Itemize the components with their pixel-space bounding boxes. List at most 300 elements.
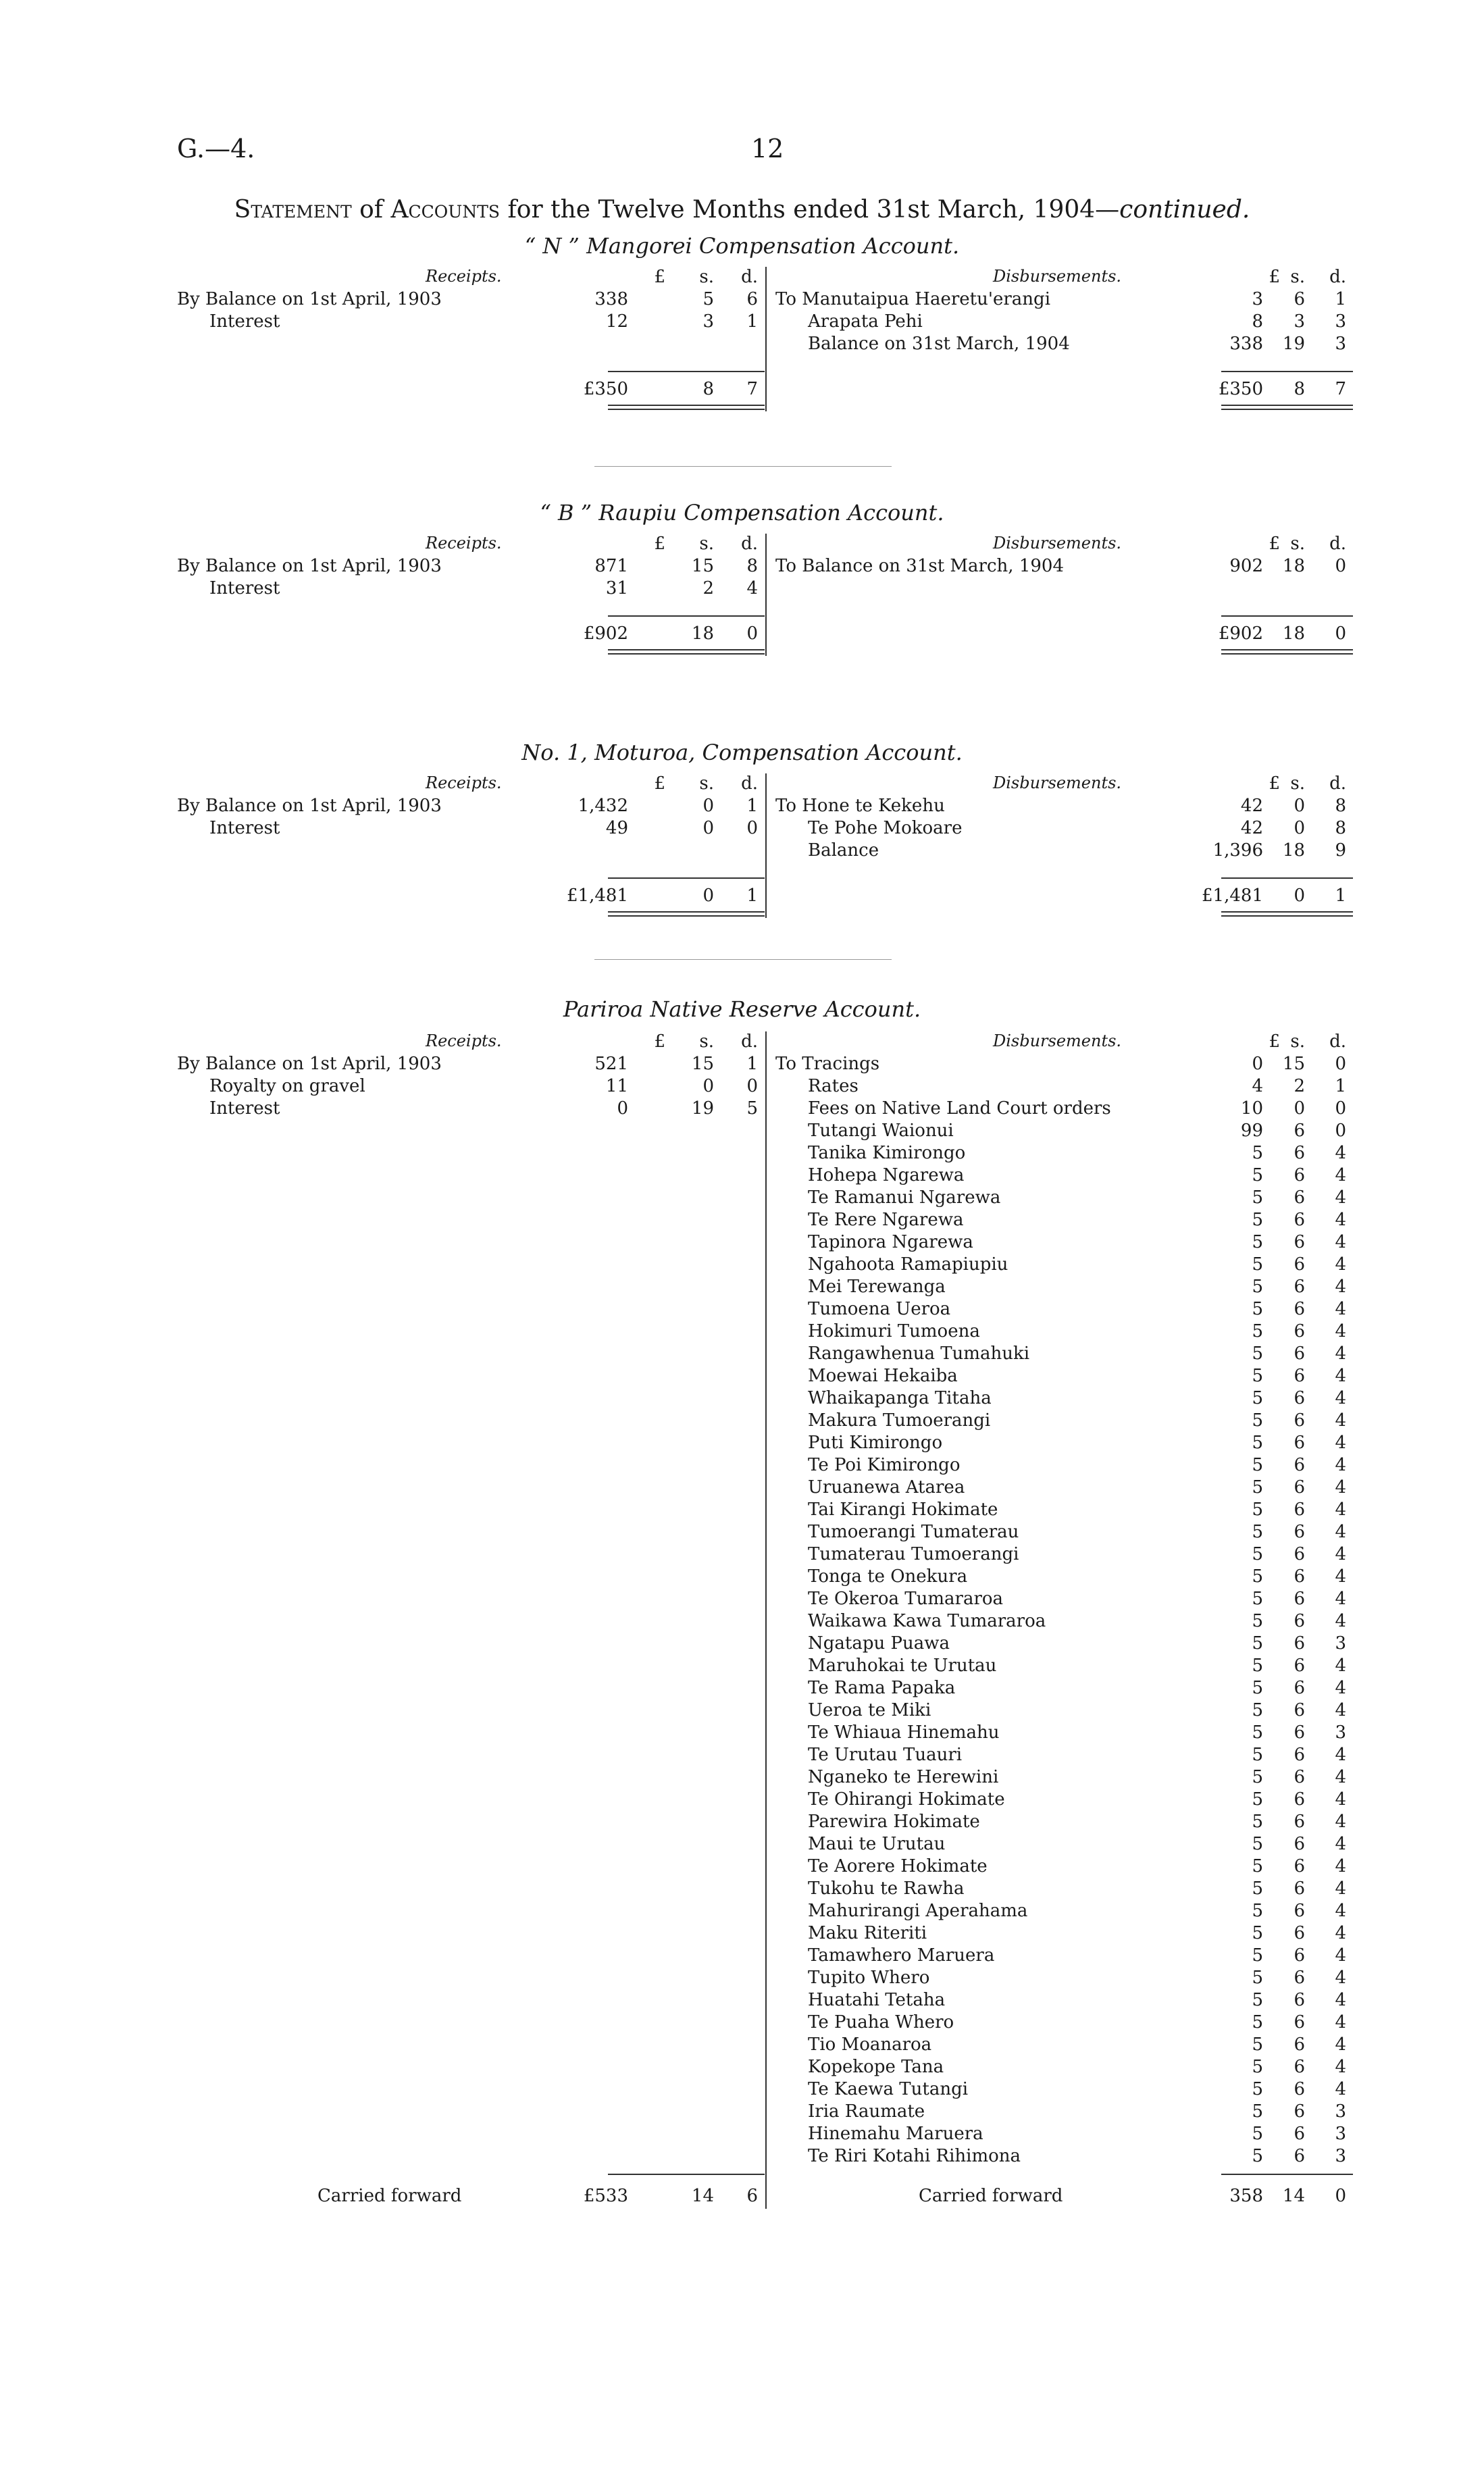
pounds-value: 5 [1252, 1945, 1263, 1966]
title-of: of [351, 196, 391, 224]
disbursement-entry-row [0, 1544, 1484, 1566]
shillings-value: 6 [1294, 1277, 1305, 1297]
shillings-value: 6 [1294, 1165, 1305, 1185]
disbursements-total-shillings: 18 [1282, 623, 1305, 644]
pounds-value: 12 [605, 311, 628, 332]
pounds-value: 5 [1252, 1277, 1263, 1297]
shillings-value: 3 [1294, 311, 1305, 332]
shillings-value: 6 [1294, 1589, 1305, 1609]
disbursement-entry-row [0, 1834, 1484, 1856]
disbursement-entry-row [0, 1566, 1484, 1589]
title-continued: continued. [1119, 196, 1250, 224]
disbursement-entry-label: Tanika Kimirongo [808, 1143, 966, 1163]
disbursement-entry-label: Rangawhenua Tumahuki [808, 1344, 1030, 1364]
disbursement-entry-label: To Hone te Kekehu [775, 796, 945, 816]
pence-value: 4 [1335, 1656, 1346, 1676]
pounds-value: 5 [1252, 2035, 1263, 2055]
disbursement-entry-row [0, 1187, 1484, 1210]
column-headings [0, 267, 1484, 289]
receipt-entry-label: Royalty on gravel [209, 1076, 365, 1096]
pounds-value: 5 [1252, 1143, 1263, 1163]
pence-value: 4 [1335, 1455, 1346, 1475]
disbursement-entry-label: Maku Riteriti [808, 1923, 927, 1943]
disbursement-entry-label: Mei Terewanga [808, 1277, 946, 1297]
total-rule [608, 615, 765, 617]
double-rule [608, 911, 765, 913]
shillings-value: 6 [1294, 1522, 1305, 1542]
pence-value: 4 [1335, 1923, 1346, 1943]
disbursement-entry-label: Te Ramanui Ngarewa [808, 1187, 1001, 1208]
pence-value: 4 [1335, 2079, 1346, 2099]
pounds-value: 5 [1252, 1901, 1263, 1921]
disbursement-entry-label: Waikawa Kawa Tumararoa [808, 1611, 1046, 1631]
pence-value: 4 [1335, 1165, 1346, 1185]
disbursement-entry-label: Tumoerangi Tumaterau [808, 1522, 1019, 1542]
pounds-value: 5 [1252, 1410, 1263, 1431]
pence-heading: d. [741, 773, 758, 794]
receipts-total-pounds: £1,481 [567, 886, 628, 906]
page-number: 12 [751, 134, 784, 163]
disbursement-entry-row [0, 2124, 1484, 2146]
disbursement-entry-label: Te Kaewa Tutangi [808, 2079, 969, 2099]
shillings-value: 6 [1294, 1700, 1305, 1720]
shillings-value: 6 [1294, 2079, 1305, 2099]
pence-heading: d. [1329, 773, 1346, 794]
total-rule [608, 371, 765, 372]
pounds-value: 5 [1252, 1789, 1263, 1810]
disbursement-entry-row [0, 1500, 1484, 1522]
column-divider [765, 1031, 767, 2209]
pence-value: 3 [1335, 2101, 1346, 2122]
pounds-value: 5 [1252, 1611, 1263, 1631]
pounds-value: 5 [1252, 1433, 1263, 1453]
shillings-value: 2 [702, 578, 714, 598]
pounds-value: 5 [1252, 1388, 1263, 1408]
disbursements-forward-pence: 0 [1335, 2186, 1346, 2206]
pounds-value: 5 [1252, 1500, 1263, 1520]
shillings-value: 6 [1294, 1878, 1305, 1899]
title-rest: for the Twelve Months ended 31st March, 1904— [500, 196, 1120, 224]
disbursement-entry-label: Te Urutau Tuauri [808, 1745, 963, 1765]
disbursement-entry-label: Hinemahu Maruera [808, 2124, 983, 2144]
pence-value: 0 [746, 818, 758, 838]
disbursement-entry-label: Maruhokai te Urutau [808, 1656, 997, 1676]
pence-value: 4 [1335, 1589, 1346, 1609]
pounds-value: 5 [1252, 1366, 1263, 1386]
shillings-value: 6 [1294, 1121, 1305, 1141]
shillings-value: 6 [1294, 1990, 1305, 2010]
disbursement-entry-row [0, 1210, 1484, 1232]
disbursement-entry-row [0, 1589, 1484, 1611]
pence-value: 4 [1335, 1856, 1346, 1876]
shillings-value: 0 [1294, 796, 1305, 816]
disbursement-entry-row [0, 1344, 1484, 1366]
disbursements-heading: Disbursements. [993, 1031, 1122, 1050]
disbursement-entry-row [0, 1945, 1484, 1968]
disbursement-entry-label: Te Pohe Mokoare [808, 818, 963, 838]
total-rule [1221, 2174, 1353, 2175]
disbursements-total-pounds: £350 [1218, 379, 1263, 399]
pounds-value: 5 [1252, 1834, 1263, 1854]
receipts-total-pence: 7 [746, 379, 758, 399]
separator-line [594, 959, 892, 960]
receipts-total-shillings: 8 [702, 379, 714, 399]
disbursement-entry-row [0, 796, 1484, 818]
total-rule [608, 2174, 765, 2175]
shillings-value: 6 [1294, 289, 1305, 309]
shillings-value: 6 [1294, 1834, 1305, 1854]
shillings-value: 6 [1294, 1968, 1305, 1988]
disbursement-entry-row [0, 1656, 1484, 1678]
disbursements-total-pence: 7 [1335, 379, 1346, 399]
disbursement-entry-label: Moewai Hekaiba [808, 1366, 958, 1386]
pounds-value: 5 [1252, 1210, 1263, 1230]
pounds-value: 5 [1252, 1344, 1263, 1364]
pounds-value: 42 [1240, 796, 1263, 816]
disbursement-entry-label: Balance [808, 840, 879, 861]
pence-value: 4 [1335, 1410, 1346, 1431]
receipts-heading: Receipts. [426, 1031, 502, 1050]
totals-row [0, 886, 1484, 908]
pence-value: 0 [1335, 1054, 1346, 1074]
shillings-value: 6 [1294, 2012, 1305, 2032]
shillings-value: 6 [1294, 1210, 1305, 1230]
disbursement-entry-row [0, 1856, 1484, 1878]
pounds-value: 5 [1252, 1990, 1263, 2010]
shillings-value: 6 [1294, 1923, 1305, 1943]
disbursement-entry-label: Tumoena Ueroa [808, 1299, 951, 1319]
shillings-value: 6 [1294, 1388, 1305, 1408]
pounds-value: 99 [1240, 1121, 1263, 1141]
pence-value: 4 [1335, 1611, 1346, 1631]
pounds-value: 5 [1252, 1745, 1263, 1765]
disbursement-entry-row [0, 2057, 1484, 2079]
pounds-value: 0 [1252, 1054, 1263, 1074]
disbursement-entry-label: Tai Kirangi Hokimate [808, 1500, 998, 1520]
pence-value: 8 [746, 556, 758, 576]
pence-value: 4 [746, 578, 758, 598]
pence-value: 4 [1335, 1789, 1346, 1810]
shillings-value: 18 [1282, 556, 1305, 576]
disbursement-entry-label: Mahurirangi Aperahama [808, 1901, 1028, 1921]
receipts-forward-shillings: 14 [691, 2186, 714, 2206]
pounds-value: 5 [1252, 1544, 1263, 1564]
disbursement-entry-label: Te Poi Kimirongo [808, 1455, 961, 1475]
pounds-value: 0 [617, 1098, 628, 1119]
double-rule [608, 649, 765, 650]
pounds-value: 8 [1252, 311, 1263, 332]
pence-value: 4 [1335, 1477, 1346, 1498]
pounds-value: 5 [1252, 1254, 1263, 1275]
disbursement-entry-label: Te Ohirangi Hokimate [808, 1789, 1005, 1810]
disbursement-entry-row [0, 1098, 1484, 1121]
disbursement-entry-row [0, 1722, 1484, 1745]
pence-value: 4 [1335, 1388, 1346, 1408]
pence-value: 4 [1335, 2057, 1346, 2077]
pence-value: 1 [746, 1054, 758, 1074]
shillings-value: 6 [1294, 1344, 1305, 1364]
pence-value: 3 [1335, 311, 1346, 332]
disbursement-entry-label: Rates [808, 1076, 859, 1096]
disbursement-entry-label: Tio Moanaroa [808, 2035, 932, 2055]
receipt-entry-label: By Balance on 1st April, 1903 [177, 796, 442, 816]
pounds-value: 5 [1252, 1678, 1263, 1698]
disbursements-total-shillings: 8 [1294, 379, 1305, 399]
pounds-value: 5 [1252, 1856, 1263, 1876]
pence-heading: d. [741, 1031, 758, 1052]
disbursement-entry-label: To Tracings [775, 1054, 880, 1074]
shillings-value: 0 [702, 796, 714, 816]
disbursement-entry-row [0, 1076, 1484, 1098]
shillings-value: 6 [1294, 1789, 1305, 1810]
disbursement-entry-row [0, 1522, 1484, 1544]
disbursements-carried-forward-label: Carried forward [919, 2186, 1063, 2206]
receipts-total-pounds: £350 [583, 379, 628, 399]
disbursement-entry-row [0, 2079, 1484, 2101]
shillings-value: 5 [702, 289, 714, 309]
page-reference: G.—4. [177, 134, 255, 163]
shillings-value: 6 [1294, 1254, 1305, 1275]
pence-value: 1 [1335, 1076, 1346, 1096]
receipt-entry-label: By Balance on 1st April, 1903 [177, 289, 442, 309]
pound-heading: £ [1269, 534, 1280, 554]
account-title: “ N ” Mangorei Compensation Account. [524, 233, 960, 259]
shillings-value: 6 [1294, 1633, 1305, 1654]
shillings-value: 3 [702, 311, 714, 332]
shillings-value: 6 [1294, 1143, 1305, 1163]
disbursement-entry-row [0, 1812, 1484, 1834]
pounds-value: 49 [605, 818, 628, 838]
pound-heading: £ [1269, 267, 1280, 287]
pounds-value: 5 [1252, 1767, 1263, 1787]
disbursement-entry-row [0, 1433, 1484, 1455]
disbursement-entry-label: Iria Raumate [808, 2101, 925, 2122]
pounds-value: 3 [1252, 289, 1263, 309]
disbursement-entry-row [0, 1477, 1484, 1500]
shillings-value: 19 [691, 1098, 714, 1119]
disbursement-entry-label: To Balance on 31st March, 1904 [775, 556, 1064, 576]
pence-value: 4 [1335, 1277, 1346, 1297]
shillings-heading: s. [1290, 534, 1305, 554]
shillings-heading: s. [699, 1031, 714, 1052]
shillings-heading: s. [1290, 267, 1305, 287]
shillings-value: 6 [1294, 1812, 1305, 1832]
title-accounts: Accounts [390, 196, 501, 224]
disbursements-total-pence: 1 [1335, 886, 1346, 906]
disbursement-entry-row [0, 1121, 1484, 1143]
disbursement-entry-label: Tutangi Waionui [808, 1121, 954, 1141]
pence-heading: d. [741, 267, 758, 287]
pence-value: 4 [1335, 1700, 1346, 1720]
shillings-value: 6 [1294, 1433, 1305, 1453]
pence-value: 8 [1335, 818, 1346, 838]
disbursement-entry-row [0, 1054, 1484, 1076]
pence-value: 4 [1335, 1968, 1346, 1988]
receipt-entry-label: Interest [209, 578, 280, 598]
pence-value: 4 [1335, 1210, 1346, 1230]
disbursement-entry-label: Te Rere Ngarewa [808, 1210, 964, 1230]
pence-heading: d. [741, 534, 758, 554]
shillings-heading: s. [1290, 773, 1305, 794]
pounds-value: 5 [1252, 1321, 1263, 1341]
disbursements-total-pounds: £902 [1218, 623, 1263, 644]
disbursement-entry-row [0, 1700, 1484, 1722]
shillings-value: 6 [1294, 1477, 1305, 1498]
disbursement-entry-row [0, 1767, 1484, 1789]
shillings-value: 6 [1294, 1299, 1305, 1319]
disbursement-entry-row [0, 1165, 1484, 1187]
disbursement-entry-row [0, 1388, 1484, 1410]
pounds-value: 5 [1252, 1968, 1263, 1988]
disbursements-total-shillings: 0 [1294, 886, 1305, 906]
disbursements-heading: Disbursements. [993, 773, 1122, 792]
shillings-value: 6 [1294, 1500, 1305, 1520]
pence-value: 1 [1335, 289, 1346, 309]
column-divider [765, 773, 767, 918]
pence-value: 4 [1335, 1566, 1346, 1587]
disbursement-entry-row [0, 1745, 1484, 1767]
pounds-value: 5 [1252, 1165, 1263, 1185]
disbursement-entry-label: Hokimuri Tumoena [808, 1321, 980, 1341]
disbursement-entry-label: Te Aorere Hokimate [808, 1856, 988, 1876]
pounds-value: 11 [605, 1076, 628, 1096]
pence-value: 4 [1335, 1366, 1346, 1386]
pence-value: 4 [1335, 1344, 1346, 1364]
separator-line [594, 466, 892, 467]
pounds-value: 5 [1252, 2124, 1263, 2144]
column-headings [0, 1031, 1484, 1054]
pounds-value: 5 [1252, 1923, 1263, 1943]
disbursement-entry-label: Tupito Whero [808, 1968, 930, 1988]
pence-value: 4 [1335, 1901, 1346, 1921]
shillings-heading: s. [699, 773, 714, 794]
disbursements-heading: Disbursements. [993, 267, 1122, 286]
disbursement-entry-label: Balance on 31st March, 1904 [808, 334, 1070, 354]
disbursement-entry-label: Ngatapu Puawa [808, 1633, 950, 1654]
disbursement-entry-label: Te Riri Kotahi Rihimona [808, 2146, 1021, 2166]
totals-row [0, 623, 1484, 646]
pence-value: 4 [1335, 1232, 1346, 1252]
disbursements-heading: Disbursements. [993, 534, 1122, 553]
shillings-value: 6 [1294, 1745, 1305, 1765]
disbursement-entry-row [0, 2146, 1484, 2168]
shillings-value: 0 [702, 818, 714, 838]
pound-heading: £ [654, 773, 665, 794]
carried-forward-row [0, 2186, 1484, 2208]
double-rule [1221, 911, 1353, 913]
pounds-value: 5 [1252, 1633, 1263, 1654]
shillings-value: 6 [1294, 1611, 1305, 1631]
disbursement-entry-row [0, 2035, 1484, 2057]
pence-value: 0 [746, 1076, 758, 1096]
disbursement-entry-row [0, 1968, 1484, 1990]
pounds-value: 5 [1252, 2146, 1263, 2166]
disbursement-entry-label: Tonga te Onekura [808, 1566, 968, 1587]
pounds-value: 338 [594, 289, 628, 309]
double-rule [1221, 915, 1353, 917]
pence-value: 4 [1335, 1767, 1346, 1787]
account-title: “ B ” Raupiu Compensation Account. [540, 500, 944, 526]
pence-value: 6 [746, 289, 758, 309]
disbursement-entry-row [0, 1321, 1484, 1344]
pounds-value: 5 [1252, 1700, 1263, 1720]
disbursement-entry-label: Te Rama Papaka [808, 1678, 956, 1698]
disbursement-entry-row [0, 1232, 1484, 1254]
disbursement-entry-row [0, 818, 1484, 840]
shillings-value: 6 [1294, 2101, 1305, 2122]
receipt-entry-label: By Balance on 1st April, 1903 [177, 1054, 442, 1074]
receipts-total-pence: 0 [746, 623, 758, 644]
pounds-value: 5 [1252, 1187, 1263, 1208]
shillings-value: 0 [1294, 818, 1305, 838]
total-rule [1221, 371, 1353, 372]
pounds-value: 5 [1252, 1566, 1263, 1587]
double-rule [608, 915, 765, 917]
double-rule [1221, 405, 1353, 406]
pence-value: 4 [1335, 1299, 1346, 1319]
disbursement-entry-row [0, 1901, 1484, 1923]
disbursement-entry-row [0, 1923, 1484, 1945]
pounds-value: 5 [1252, 1656, 1263, 1676]
disbursement-entry-row [0, 334, 1484, 356]
pence-value: 8 [1335, 796, 1346, 816]
shillings-heading: s. [699, 534, 714, 554]
receipts-total-shillings: 0 [702, 886, 714, 906]
disbursement-entry-label: Puti Kimirongo [808, 1433, 943, 1453]
pence-value: 9 [1335, 840, 1346, 861]
disbursement-entry-row [0, 1611, 1484, 1633]
shillings-value: 6 [1294, 2146, 1305, 2166]
shillings-value: 15 [691, 556, 714, 576]
totals-row [0, 379, 1484, 401]
receipt-entry-row [0, 578, 1484, 600]
shillings-value: 6 [1294, 1455, 1305, 1475]
disbursement-entry-row [0, 2101, 1484, 2124]
shillings-value: 6 [1294, 1232, 1305, 1252]
shillings-value: 6 [1294, 1945, 1305, 1966]
total-rule [1221, 615, 1353, 617]
pounds-value: 5 [1252, 1522, 1263, 1542]
pence-value: 0 [1335, 1098, 1346, 1119]
pounds-value: 5 [1252, 1232, 1263, 1252]
disbursement-entry-label: Ngahoota Ramapiupiu [808, 1254, 1008, 1275]
disbursement-entry-label: Kopekope Tana [808, 2057, 944, 2077]
shillings-value: 6 [1294, 1410, 1305, 1431]
pence-value: 4 [1335, 1544, 1346, 1564]
disbursement-entry-row [0, 1878, 1484, 1901]
total-rule [608, 877, 765, 879]
disbursement-entry-label: To Manutaipua Haeretu'erangi [775, 289, 1051, 309]
pence-value: 5 [746, 1098, 758, 1119]
pence-value: 4 [1335, 1500, 1346, 1520]
column-headings [0, 534, 1484, 556]
pence-value: 4 [1335, 1187, 1346, 1208]
receipt-entry-label: Interest [209, 1098, 280, 1119]
pence-value: 1 [746, 796, 758, 816]
shillings-value: 6 [1294, 1366, 1305, 1386]
pounds-value: 5 [1252, 1812, 1263, 1832]
disbursement-entry-row [0, 1990, 1484, 2012]
shillings-value: 6 [1294, 1901, 1305, 1921]
shillings-value: 6 [1294, 1321, 1305, 1341]
disbursement-entry-row [0, 1299, 1484, 1321]
shillings-value: 6 [1294, 1722, 1305, 1743]
double-rule [1221, 649, 1353, 650]
shillings-value: 6 [1294, 1566, 1305, 1587]
shillings-value: 6 [1294, 1656, 1305, 1676]
receipts-total-pounds: £902 [583, 623, 628, 644]
pence-value: 4 [1335, 2012, 1346, 2032]
